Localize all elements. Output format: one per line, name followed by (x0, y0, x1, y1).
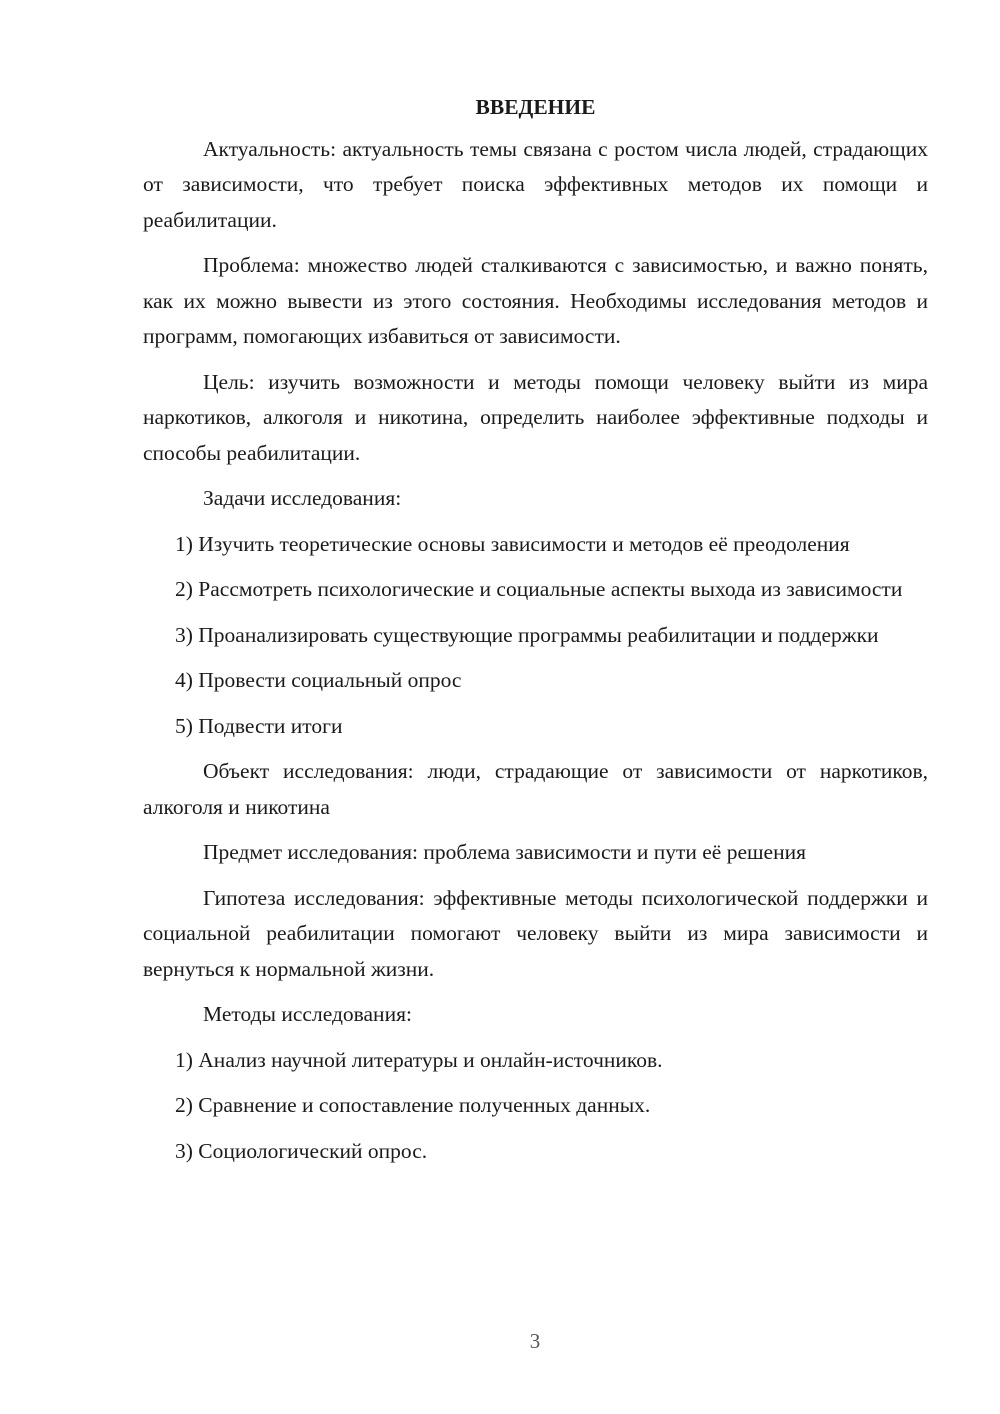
list-item: 1) Анализ научной литературы и онлайн-источников. (175, 1047, 663, 1072)
list-item: 4) Провести социальный опрос (175, 668, 462, 692)
page-number: 3 (529, 1329, 541, 1353)
object-paragraph: Объект исследования: люди, страдающие от зависимости от наркотиков, алкоголя и никотина (143, 759, 928, 819)
problem-paragraph: Проблема: множество людей сталкиваются с зависимостью, и важно понять, как их можно вывести из этого состояния. Необходимы исследования методов и программ, помогающих избавиться от зависимости. (143, 253, 928, 348)
subject-paragraph: Предмет исследования: проблема зависимости и пути её решения (203, 840, 806, 864)
section-title: ВВЕДЕНИЕ (475, 95, 596, 119)
list-item: 1) Изучить теоретические основы зависимости и методов её преодоления (175, 531, 850, 556)
tasks-list (143, 527, 928, 745)
methods-heading: Методы исследования: (203, 1002, 412, 1026)
list-item: 2) Рассмотреть психологические и социальные аспекты выхода из зависимости (175, 577, 903, 601)
goal-paragraph: Цель: изучить возможности и методы помощи человеку выйти из мира наркотиков, алкоголя и никотина, определить наиболее эффективные подходы и способы реабилитации. (143, 369, 928, 465)
tasks-heading: Задачи исследования: (203, 486, 402, 510)
relevance-paragraph: Актуальность: актуальность темы связана с ростом числа людей, страдающих от зависимости, что требует поиска эффективных методов их помощи и реабилитации. (143, 136, 928, 232)
methods-list (143, 1043, 928, 1170)
list-item: 2) Сравнение и сопоставление полученных данных. (175, 1093, 651, 1117)
list-item: 3) Проанализировать существующие программы реабилитации и поддержки (175, 622, 879, 647)
document-page (143, 90, 928, 1179)
list-item: 5) Подвести итоги (175, 713, 343, 738)
list-item: 3) Социологический опрос. (175, 1138, 428, 1163)
hypothesis-paragraph: Гипотеза исследования: эффективные методы психологической поддержки и социальной реабилитации помогают человеку выйти из мира зависимости и вернуться к нормальной жизни. (143, 885, 928, 981)
